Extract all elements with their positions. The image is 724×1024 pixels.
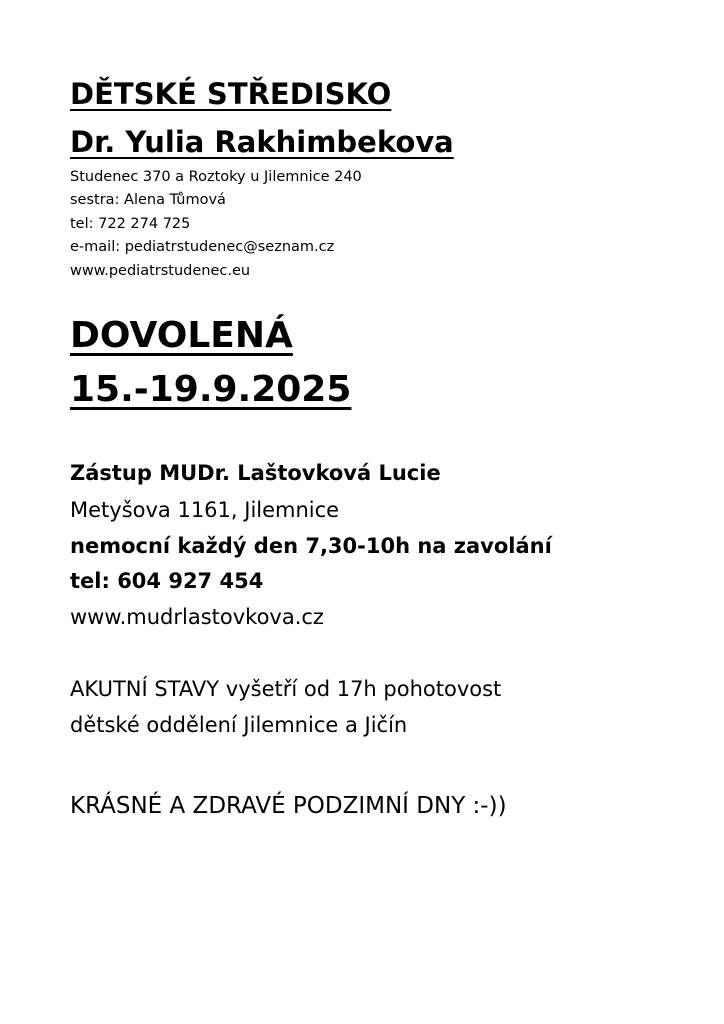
clinic-address: Studenec 370 a Roztoky u Jilemnice 240 (70, 169, 362, 185)
substitute-website: www.mudrlastovkova.cz (70, 605, 324, 629)
substitute-address: Metyšova 1161, Jilemnice (70, 498, 340, 522)
clinic-title: DĚTSKÉ STŘEDISKO (70, 77, 392, 111)
substitute-name: Zástup MUDr. Laštovková Lucie (70, 461, 441, 485)
clinic-email: e-mail: pediatrstudenec@seznam.cz (70, 239, 335, 255)
substitute-hours: nemocní každý den 7,30-10h na zavolání (70, 534, 552, 558)
nurse-name: sestra: Alena Tůmová (70, 192, 226, 208)
clinic-phone: tel: 722 274 725 (70, 216, 191, 232)
doctor-name: Dr. Yulia Rakhimbekova (70, 125, 454, 159)
acute-line-1: AKUTNÍ STAVY vyšetří od 17h pohotovost (70, 677, 502, 701)
clinic-website: www.pediatrstudenec.eu (70, 263, 251, 279)
vacation-dates: 15.-19.9.2025 (70, 369, 352, 410)
acute-line-2: dětské oddělení Jilemnice a Jičín (70, 713, 408, 737)
vacation-title: DOVOLENÁ (70, 315, 293, 356)
substitute-phone: tel: 604 927 454 (70, 569, 264, 593)
closing-greeting: KRÁSNÉ A ZDRAVÉ PODZIMNÍ DNY :-)) (70, 793, 507, 819)
